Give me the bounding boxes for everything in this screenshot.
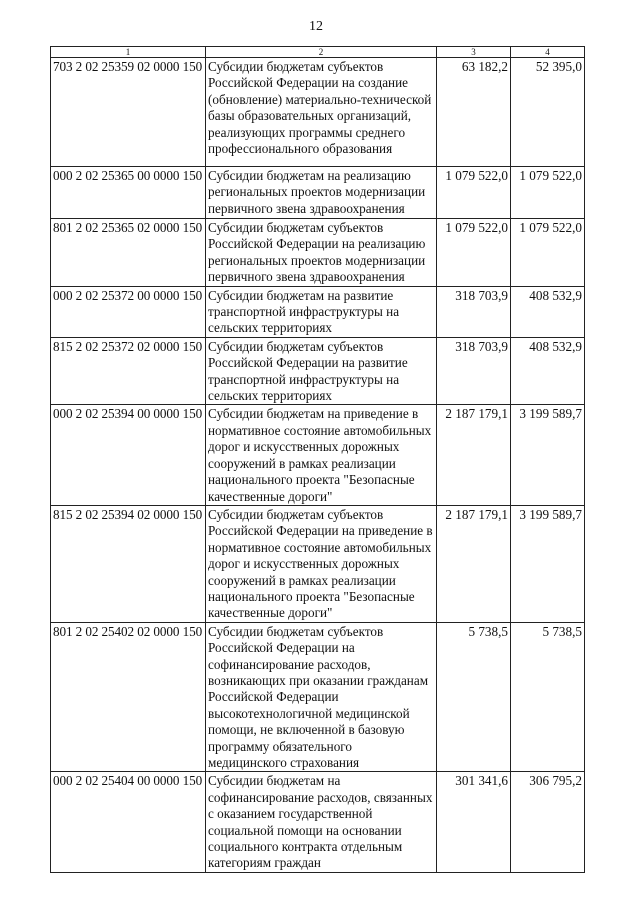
page-number: 12 — [309, 19, 323, 34]
value-column-4-cell: 1 079 522,0 — [511, 167, 585, 219]
value-column-4-cell: 52 395,0 — [511, 58, 585, 167]
budget-code-cell: 801 2 02 25402 02 0000 150 — [51, 622, 206, 772]
table-row — [51, 167, 585, 219]
description-cell: Субсидии бюджетам субъектов Российской Федерации на создание (обновление) материально-технической базы образовательных организаций, реализующих программы среднего профессионального образования — [206, 58, 437, 167]
description-cell: Субсидии бюджетам субъектов Российской Федерации на приведение в нормативное состояние автомобильных дорог и искусственных дорожных сооружений в рамках реализации национального проекта "Безопасные качественные дороги" — [206, 505, 437, 622]
description-cell: Субсидии бюджетам на приведение в нормативное состояние автомобильных дорог и искусственных дорожных сооружений в рамках реализации национального проекта "Безопасные качественные дороги" — [206, 405, 437, 505]
value-column-4-cell: 408 532,9 — [511, 286, 585, 337]
value-column-4-cell: 306 795,2 — [511, 772, 585, 872]
budget-code-cell: 000 2 02 25365 00 0000 150 — [51, 167, 206, 219]
value-column-3-cell: 1 079 522,0 — [437, 167, 511, 219]
description-cell: Субсидии бюджетам субъектов Российской Федерации на развитие транспортной инфраструктуры на сельских территориях — [206, 337, 437, 405]
value-column-3-cell: 318 703,9 — [437, 337, 511, 405]
budget-code-cell: 815 2 02 25372 02 0000 150 — [51, 337, 206, 405]
budget-code-cell: 000 2 02 25372 00 0000 150 — [51, 286, 206, 337]
description-cell: Субсидии бюджетам субъектов Российской Федерации на софинансирование расходов, возникающих при оказании гражданам Российской Федерации высокотехнологичной медицинской помощи, не включенной в базовую программу обязательного медицинского страхования — [206, 622, 437, 772]
value-column-3-cell: 2 187 179,1 — [437, 405, 511, 505]
table-row — [51, 622, 585, 772]
value-column-3-cell: 63 182,2 — [437, 58, 511, 167]
description-cell: Субсидии бюджетам на реализацию региональных проектов модернизации первичного звена здравоохранения — [206, 167, 437, 219]
budget-code-cell: 801 2 02 25365 02 0000 150 — [51, 219, 206, 287]
column-header-value-3: 3 — [437, 47, 511, 58]
table-header-row — [51, 47, 585, 58]
value-column-4-cell: 408 532,9 — [511, 337, 585, 405]
table-row — [51, 219, 585, 287]
table-row — [51, 772, 585, 872]
table-row — [51, 405, 585, 505]
table-row — [51, 286, 585, 337]
description-cell: Субсидии бюджетам субъектов Российской Федерации на реализацию региональных проектов модернизации первичного звена здравоохранения — [206, 219, 437, 287]
column-header-name: 2 — [206, 47, 437, 58]
column-header-value-4: 4 — [511, 47, 585, 58]
budget-code-cell: 815 2 02 25394 02 0000 150 — [51, 505, 206, 622]
description-cell: Субсидии бюджетам на софинансирование расходов, связанных с оказанием государственной социальной помощи на основании социального контракта отдельным категориям граждан — [206, 772, 437, 872]
value-column-3-cell: 1 079 522,0 — [437, 219, 511, 287]
table-row — [51, 58, 585, 167]
value-column-4-cell: 3 199 589,7 — [511, 405, 585, 505]
value-column-4-cell: 5 738,5 — [511, 622, 585, 772]
table-row — [51, 505, 585, 622]
budget-code-cell: 703 2 02 25359 02 0000 150 — [51, 58, 206, 167]
table-row — [51, 337, 585, 405]
value-column-4-cell: 3 199 589,7 — [511, 505, 585, 622]
value-column-3-cell: 5 738,5 — [437, 622, 511, 772]
budget-code-cell: 000 2 02 25394 00 0000 150 — [51, 405, 206, 505]
value-column-3-cell: 2 187 179,1 — [437, 505, 511, 622]
description-cell: Субсидии бюджетам на развитие транспортной инфраструктуры на сельских территориях — [206, 286, 437, 337]
budget-table — [50, 46, 585, 873]
column-header-code: 1 — [51, 47, 206, 58]
value-column-4-cell: 1 079 522,0 — [511, 219, 585, 287]
budget-code-cell: 000 2 02 25404 00 0000 150 — [51, 772, 206, 872]
value-column-3-cell: 318 703,9 — [437, 286, 511, 337]
value-column-3-cell: 301 341,6 — [437, 772, 511, 872]
